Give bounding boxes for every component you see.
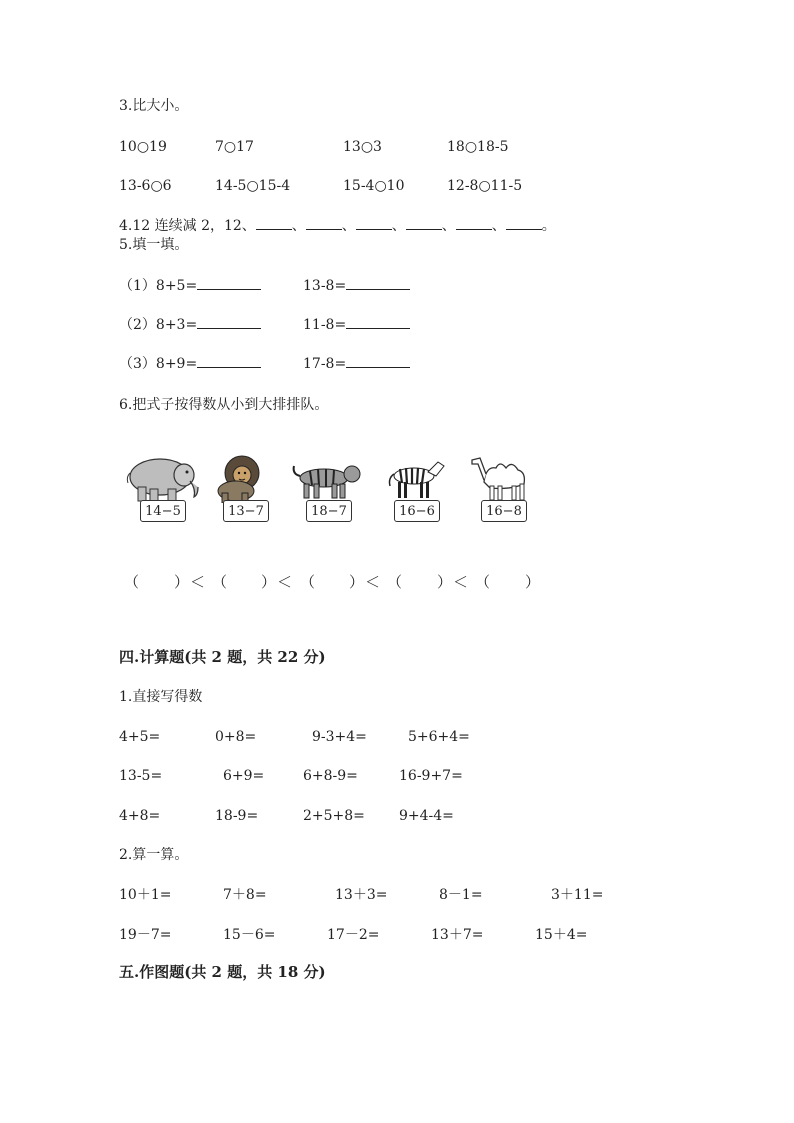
order-close: ） bbox=[261, 573, 277, 591]
q4-sep: 、 bbox=[491, 218, 506, 234]
answer-blank[interactable] bbox=[197, 355, 261, 368]
order-close: ） bbox=[174, 573, 190, 591]
calc-item: 15－6= bbox=[223, 927, 276, 943]
q5-right: 17-8= bbox=[303, 356, 347, 372]
q4-prefix: 4.12 连续减 2，12、 bbox=[119, 218, 256, 234]
calc-item: 8－1= bbox=[439, 887, 483, 903]
order-lt: ＜ bbox=[365, 573, 381, 591]
answer-blank[interactable] bbox=[346, 316, 410, 329]
expr-tag-zebra: 16−6 bbox=[394, 500, 440, 522]
calc-item: 18-9= bbox=[215, 808, 259, 824]
expr-tag-tiger: 18−7 bbox=[306, 500, 352, 522]
q3-item: 14-5○15-4 bbox=[215, 178, 291, 194]
q3-item: 18○18-5 bbox=[447, 139, 509, 155]
order-open: （ bbox=[300, 573, 316, 591]
q5-row bbox=[303, 355, 410, 373]
q5-left: （2）8+3= bbox=[119, 317, 198, 333]
calc-item: 10＋1= bbox=[119, 887, 172, 903]
calc-item: 2+5+8= bbox=[303, 808, 365, 824]
camel-icon bbox=[470, 456, 536, 502]
elephant-icon bbox=[124, 455, 202, 505]
expr-tag-camel: 16−8 bbox=[481, 500, 527, 522]
calc-item: 15＋4= bbox=[535, 927, 588, 943]
q4-line bbox=[119, 217, 556, 235]
calc-item: 13＋7= bbox=[431, 927, 484, 943]
calc-item: 4+8= bbox=[119, 808, 161, 824]
q3-title: 3.比大小。 bbox=[119, 98, 189, 114]
q4-sep: 、 bbox=[291, 218, 306, 234]
q4-end: 。 bbox=[541, 218, 556, 234]
calc-item: 6+8-9= bbox=[303, 768, 358, 784]
q5-row bbox=[119, 277, 261, 295]
q5-right: 13-8= bbox=[303, 278, 347, 294]
order-close: ） bbox=[525, 573, 541, 591]
order-close: ） bbox=[437, 573, 453, 591]
calc-item: 17－2= bbox=[327, 927, 380, 943]
q4-sep: 、 bbox=[391, 218, 406, 234]
calc-item: 13＋3= bbox=[335, 887, 388, 903]
q5-row bbox=[119, 316, 261, 334]
expr-tag-lion: 13−7 bbox=[223, 500, 269, 522]
expr-tag-elephant: 14−5 bbox=[140, 500, 186, 522]
order-lt: ＜ bbox=[190, 573, 206, 591]
lion-icon bbox=[212, 455, 268, 503]
q4-sep: 、 bbox=[441, 218, 456, 234]
answer-blank[interactable] bbox=[306, 217, 342, 230]
order-close: ） bbox=[349, 573, 365, 591]
section4-title: 四.计算题(共 2 题，共 22 分) bbox=[119, 648, 326, 666]
q5-row bbox=[119, 355, 261, 373]
section4-q2-title: 2.算一算。 bbox=[119, 847, 189, 863]
answer-blank[interactable] bbox=[197, 277, 261, 290]
answer-blank[interactable] bbox=[197, 316, 261, 329]
order-open: （ bbox=[124, 573, 140, 591]
calc-item: 9-3+4= bbox=[312, 729, 367, 745]
answer-blank[interactable] bbox=[346, 277, 410, 290]
tiger-icon bbox=[292, 462, 364, 502]
q5-left: （1）8+5= bbox=[119, 278, 198, 294]
answer-blank[interactable] bbox=[406, 217, 442, 230]
calc-item: 13-5= bbox=[119, 768, 163, 784]
q5-title: 5.填一填。 bbox=[119, 237, 189, 253]
zebra-icon bbox=[384, 458, 448, 500]
order-lt: ＜ bbox=[453, 573, 469, 591]
answer-blank[interactable] bbox=[356, 217, 392, 230]
q3-item: 10○19 bbox=[119, 139, 167, 155]
calc-item: 7＋8= bbox=[223, 887, 267, 903]
section5-title: 五.作图题(共 2 题，共 18 分) bbox=[119, 963, 326, 981]
q3-item: 12-8○11-5 bbox=[447, 178, 523, 194]
order-open: （ bbox=[212, 573, 228, 591]
q5-row bbox=[303, 277, 410, 295]
answer-blank[interactable] bbox=[456, 217, 492, 230]
q5-row bbox=[303, 316, 410, 334]
answer-blank[interactable] bbox=[506, 217, 542, 230]
order-open: （ bbox=[475, 573, 491, 591]
calc-item: 16-9+7= bbox=[399, 768, 463, 784]
order-open: （ bbox=[387, 573, 403, 591]
calc-item: 5+6+4= bbox=[408, 729, 470, 745]
q5-left: （3）8+9= bbox=[119, 356, 198, 372]
calc-item: 19－7= bbox=[119, 927, 172, 943]
q6-title: 6.把式子按得数从小到大排排队。 bbox=[119, 397, 329, 413]
q3-item: 15-4○10 bbox=[343, 178, 405, 194]
calc-item: 4+5= bbox=[119, 729, 161, 745]
q3-item: 13○3 bbox=[343, 139, 382, 155]
q5-right: 11-8= bbox=[303, 317, 347, 333]
order-lt: ＜ bbox=[277, 573, 293, 591]
section4-q1-title: 1.直接写得数 bbox=[119, 689, 203, 705]
calc-item: 9+4-4= bbox=[399, 808, 454, 824]
q3-item: 7○17 bbox=[215, 139, 254, 155]
calc-item: 0+8= bbox=[215, 729, 257, 745]
answer-blank[interactable] bbox=[256, 217, 292, 230]
q4-sep: 、 bbox=[341, 218, 356, 234]
calc-item: 6+9= bbox=[223, 768, 265, 784]
calc-item: 3＋11= bbox=[551, 887, 604, 903]
answer-blank[interactable] bbox=[346, 355, 410, 368]
q3-item: 13-6○6 bbox=[119, 178, 172, 194]
